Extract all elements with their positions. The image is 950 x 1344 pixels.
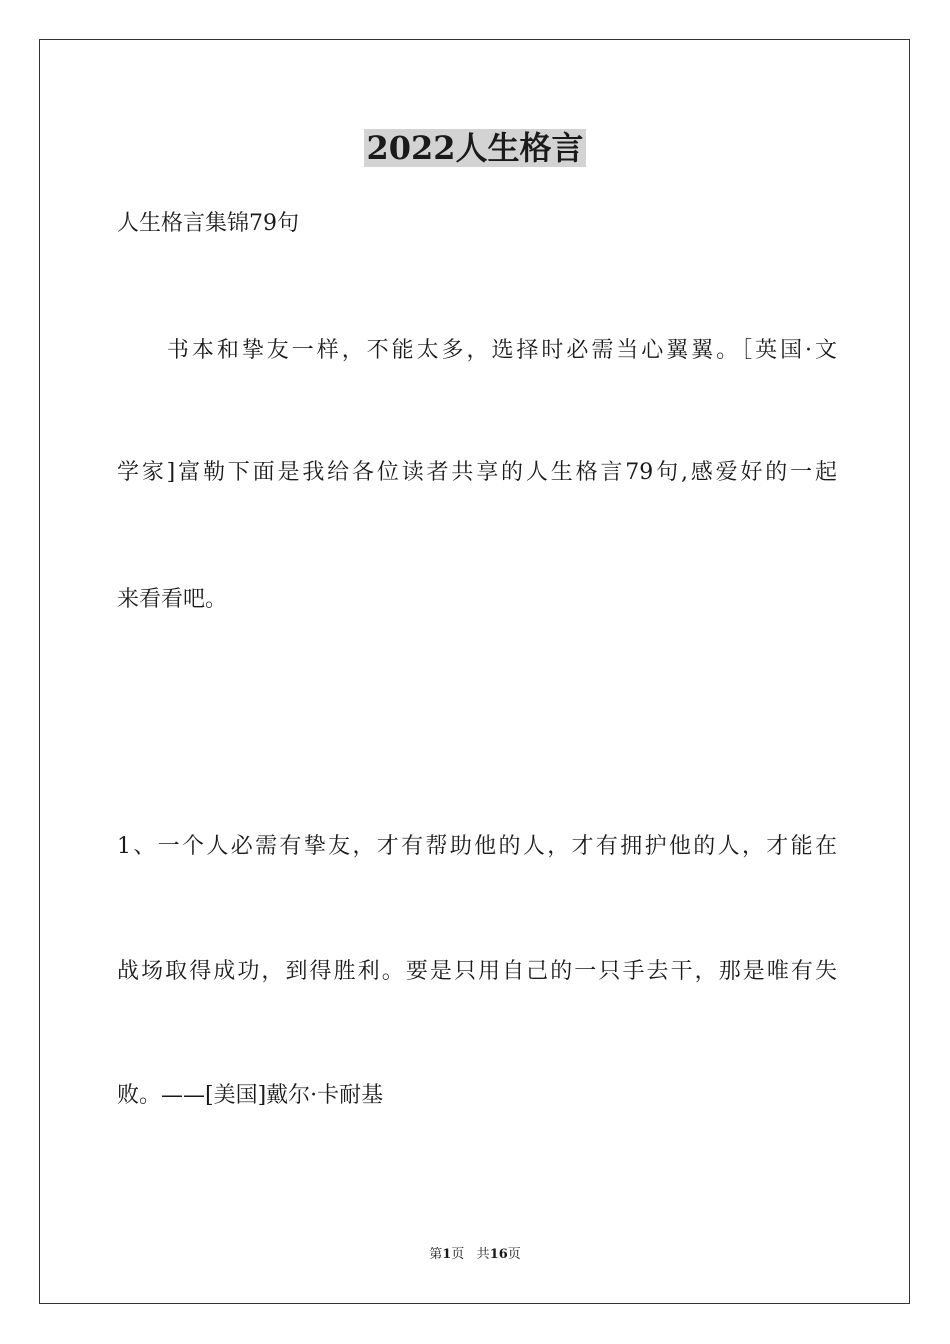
footer-prefix: 第 <box>429 1247 443 1262</box>
paragraph-line-2: 学家]富勒下面是我给各位读者共享的人生格言79句,感爱好的一起 <box>117 460 837 485</box>
quote-1-line-2: 战场取得成功，到得胜利。要是只用自己的一只手去干，那是唯有失 <box>117 959 837 984</box>
document-subtitle: 人生格言集锦79句 <box>117 211 299 236</box>
quote-1-line-3: 败。——[美国]戴尔·卡耐基 <box>117 1083 384 1108</box>
footer-page-number: 1 <box>442 1247 452 1262</box>
paragraph-line-1: 书本和挚友一样，不能太多，选择时必需当心翼翼。［英国·文 <box>117 338 837 363</box>
page-footer <box>0 1246 950 1264</box>
footer-total-pages: 16 <box>489 1247 508 1262</box>
document-title <box>0 128 950 168</box>
footer-total-prefix: 共 <box>476 1247 490 1262</box>
footer-page-suffix: 页 <box>451 1247 465 1262</box>
paragraph-line-3: 来看看吧。 <box>117 587 228 612</box>
quote-1-line-1: 1、一个人必需有挚友，才有帮助他的人，才有拥护他的人，才能在 <box>117 834 837 859</box>
footer-total-suffix: 页 <box>507 1247 521 1262</box>
document-title-text: 2022人生格言 <box>366 129 584 167</box>
